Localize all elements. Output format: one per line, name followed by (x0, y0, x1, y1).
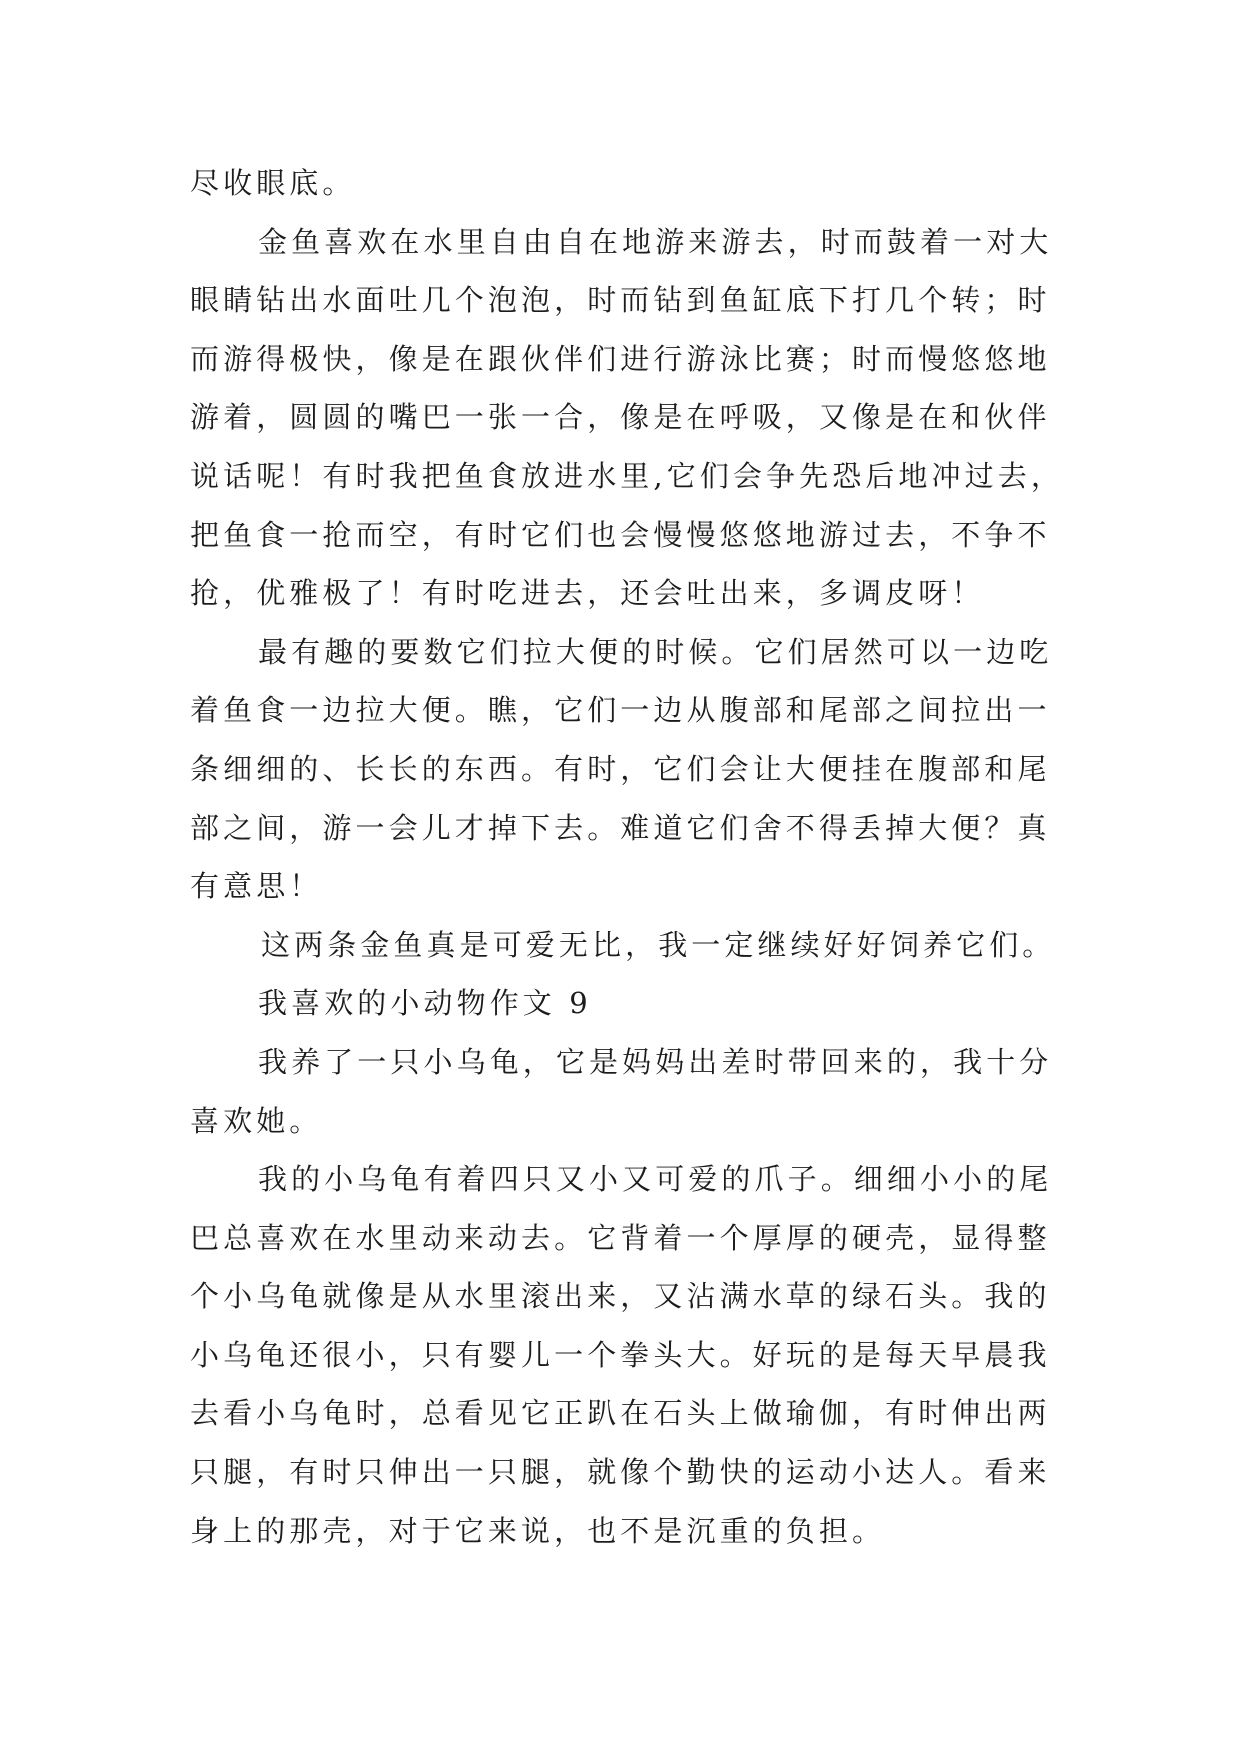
text-line: 而游得极快，像是在跟伙伴们进行游泳比赛；时而慢悠悠地 (190, 341, 1051, 376)
paragraph-start-line: 最有趣的要数它们拉大便的时候。它们居然可以一边吃 (258, 634, 1053, 669)
text-line: 说话呢！有时我把鱼食放进水里,它们会争先恐后地冲过去， (190, 458, 1064, 493)
text-line: 条细细的、长长的东西。有时，它们会让大便挂在腹部和尾 (190, 751, 1051, 786)
section-heading: 我喜欢的小动物作文 9 (258, 986, 592, 1021)
paragraph-start-line: 金鱼喜欢在水里自由自在地游来游去，时而鼓着一对大 (258, 224, 1053, 259)
text-line: 眼睛钻出水面吐几个泡泡，时而钻到鱼缸底下打几个转；时 (190, 283, 1051, 318)
text-line: 着鱼食一边拉大便。瞧，它们一边从腹部和尾部之间拉出一 (190, 693, 1051, 728)
text-line: 个小乌龟就像是从水里滚出来，又沾满水草的绿石头。我的 (190, 1279, 1051, 1314)
essay-body (190, 154, 1090, 1560)
text-line: 尽收眼底。 (190, 166, 356, 200)
text-line: 部之间，游一会儿才掉下去。难道它们舍不得丢掉大便？真 (190, 810, 1051, 845)
text-line: 小乌龟还很小，只有婴儿一个拳头大。好玩的是每天早晨我 (190, 1337, 1051, 1372)
text-line: 喜欢她。 (190, 1103, 323, 1138)
paragraph-start-line: 我的小乌龟有着四只又小又可爱的爪子。细细小小的尾 (258, 1162, 1053, 1197)
text-line: 抢，优雅极了！有时吃进去，还会吐出来，多调皮呀！ (190, 576, 985, 611)
text-line: 有意思！ (190, 869, 323, 904)
text-line: 把鱼食一抢而空，有时它们也会慢慢悠悠地游过去，不争不 (190, 517, 1051, 552)
text-line: 巴总喜欢在水里动来动去。它背着一个厚厚的硬壳，显得整 (190, 1220, 1051, 1255)
paragraph-start-line: 我养了一只小乌龟，它是妈妈出差时带回来的，我十分 (258, 1044, 1053, 1079)
text-line: 游着，圆圆的嘴巴一张一合，像是在呼吸，又像是在和伙伴 (190, 400, 1051, 435)
text-line: 去看小乌龟时，总看见它正趴在石头上做瑜伽，有时伸出两 (190, 1396, 1051, 1431)
paragraph-start-line: 这两条金鱼真是可爱无比，我一定继续好好饲养它们。 (261, 927, 1056, 962)
text-line: 身上的那壳，对于它来说，也不是沉重的负担。 (190, 1513, 886, 1548)
text-line: 只腿，有时只伸出一只腿，就像个勤快的运动小达人。看来 (190, 1455, 1051, 1490)
